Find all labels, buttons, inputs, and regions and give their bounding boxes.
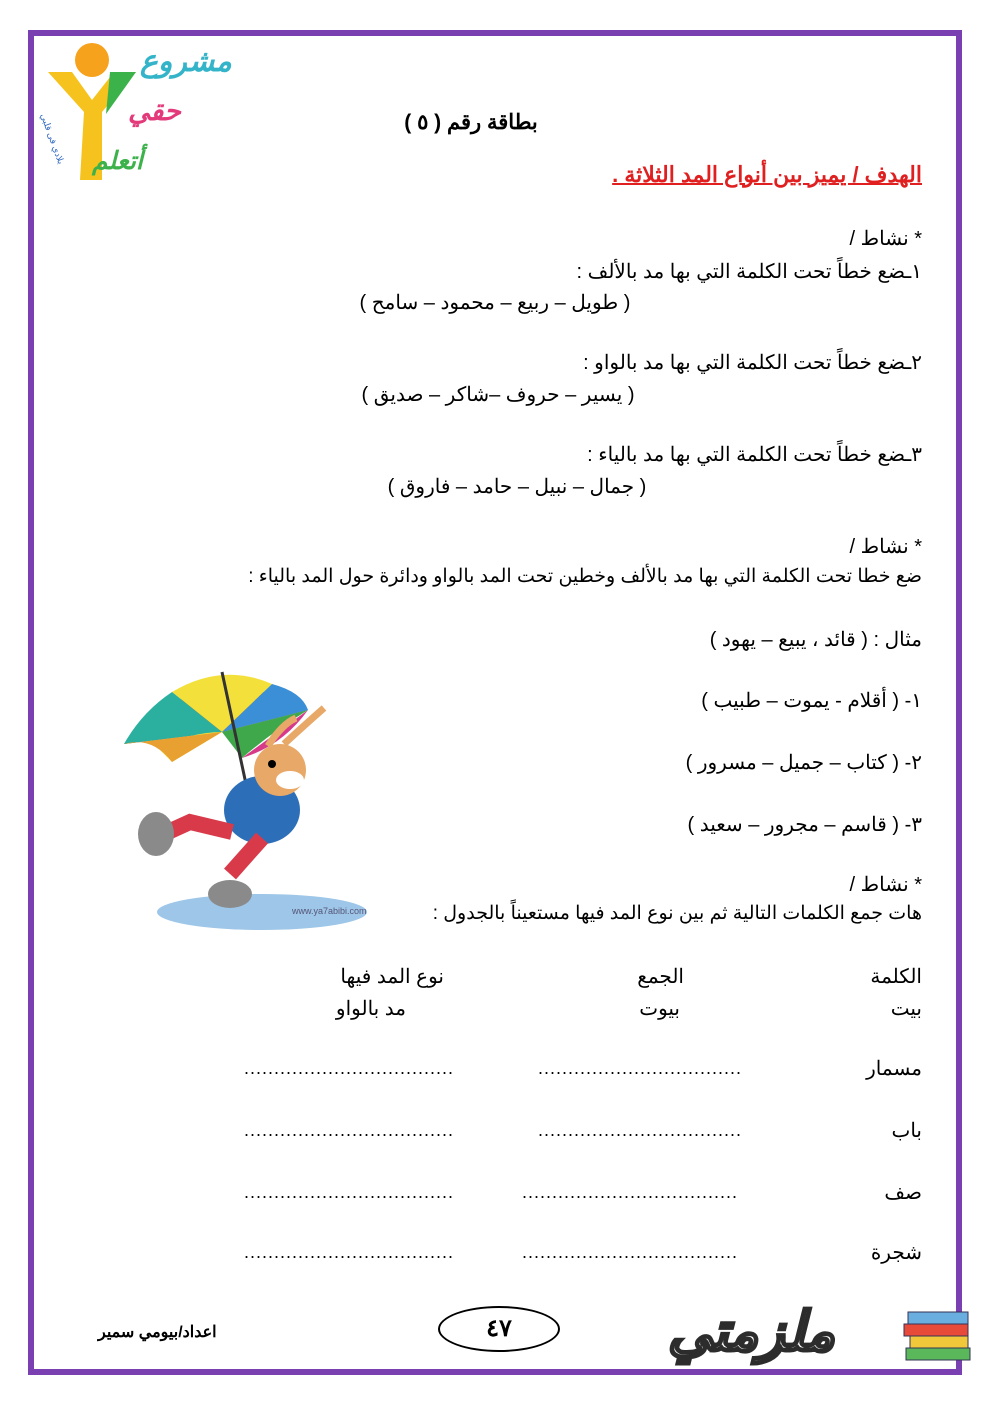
header-word: الكلمة: [870, 966, 922, 988]
activity-1-answers-3: ( جمال – نبيل – حامد – فاروق ): [387, 476, 647, 498]
activity-2-item-2: ٢- ( كتاب – جميل – مسرور ): [685, 752, 922, 774]
activity-1-question-1: ١ـضع خطاً تحت الكلمة التي بها مد بالألف :: [576, 261, 922, 283]
page-number: ٤٧: [438, 1306, 560, 1352]
header-madd-type: نوع المد فيها: [340, 966, 444, 988]
activity-2-item-3: ٣- ( قاسم – مجرور – سعيد ): [687, 814, 922, 836]
row-1-plural-blank[interactable]: ..................................: [538, 1058, 743, 1078]
logo-slogan: بلادي فى قلبي: [38, 112, 67, 166]
illustration-caption: www.ya7abibi.com: [292, 906, 367, 916]
books-icon: [902, 1304, 978, 1370]
activity-1-question-2: ٢ـضع خطاً تحت الكلمة التي بها مد بالواو :: [583, 352, 922, 374]
activity-2-instruction: ضع خطا تحت الكلمة التي بها مد بالألف وخطين تحت المد بالواو ودائرة حول المد بالياء :: [248, 566, 922, 587]
example-word: بيت: [890, 998, 922, 1020]
header-plural: الجمع: [637, 966, 684, 988]
activity-2-example: مثال : ( قائد ، يبيع – يهود ): [709, 629, 922, 651]
activity-1-answers-1: ( طويل – ربيع – محمود – سامح ): [359, 292, 631, 314]
watermark-text: ملزمتي: [668, 1302, 835, 1362]
logo-word-1: مشروع: [140, 45, 232, 78]
activity-1-answers-2: ( يسير – حروف –شاكر – صديق ): [361, 384, 635, 406]
logo-word-3: أتعلم: [92, 147, 143, 175]
umbrella-character-icon: [112, 662, 372, 942]
row-4-plural-blank[interactable]: ....................................: [522, 1242, 739, 1262]
lesson-goal: الهدف / يميز بين أنواع المد الثلاثة .: [612, 162, 922, 187]
activity-1-label: * نشاط /: [849, 228, 922, 250]
activity-1-question-3: ٣ـضع خطاً تحت الكلمة التي بها مد بالياء :: [587, 444, 922, 466]
example-plural: بيوت: [639, 998, 680, 1020]
row-2-madd-blank[interactable]: ...................................: [244, 1120, 455, 1140]
activity-3-instruction: هات جمع الكلمات التالية ثم بين نوع المد فيها مستعيناً بالجدول :: [432, 903, 922, 924]
activity-3-label: * نشاط /: [849, 874, 922, 896]
author-credit: اعداد/بيومي سمير: [98, 1324, 217, 1341]
row-3-madd-blank[interactable]: ...................................: [244, 1182, 455, 1202]
row-3-word: صف: [884, 1182, 922, 1204]
row-2-word: باب: [891, 1120, 922, 1142]
row-1-word: مسمار: [866, 1058, 922, 1080]
row-3-plural-blank[interactable]: ....................................: [522, 1182, 739, 1202]
activity-2-item-1: ١- ( أقلام - يموت – طبيب ): [701, 690, 922, 712]
example-madd-type: مد بالواو: [335, 998, 406, 1020]
row-2-plural-blank[interactable]: ..................................: [538, 1120, 743, 1140]
row-4-word: شجرة: [870, 1242, 922, 1264]
row-1-madd-blank[interactable]: ...................................: [244, 1058, 455, 1078]
logo-word-2: حقي: [128, 96, 181, 126]
row-4-madd-blank[interactable]: ...................................: [244, 1242, 455, 1262]
card-title: بطاقة رقم ( ٥ ): [404, 111, 538, 134]
activity-2-label: * نشاط /: [849, 536, 922, 558]
